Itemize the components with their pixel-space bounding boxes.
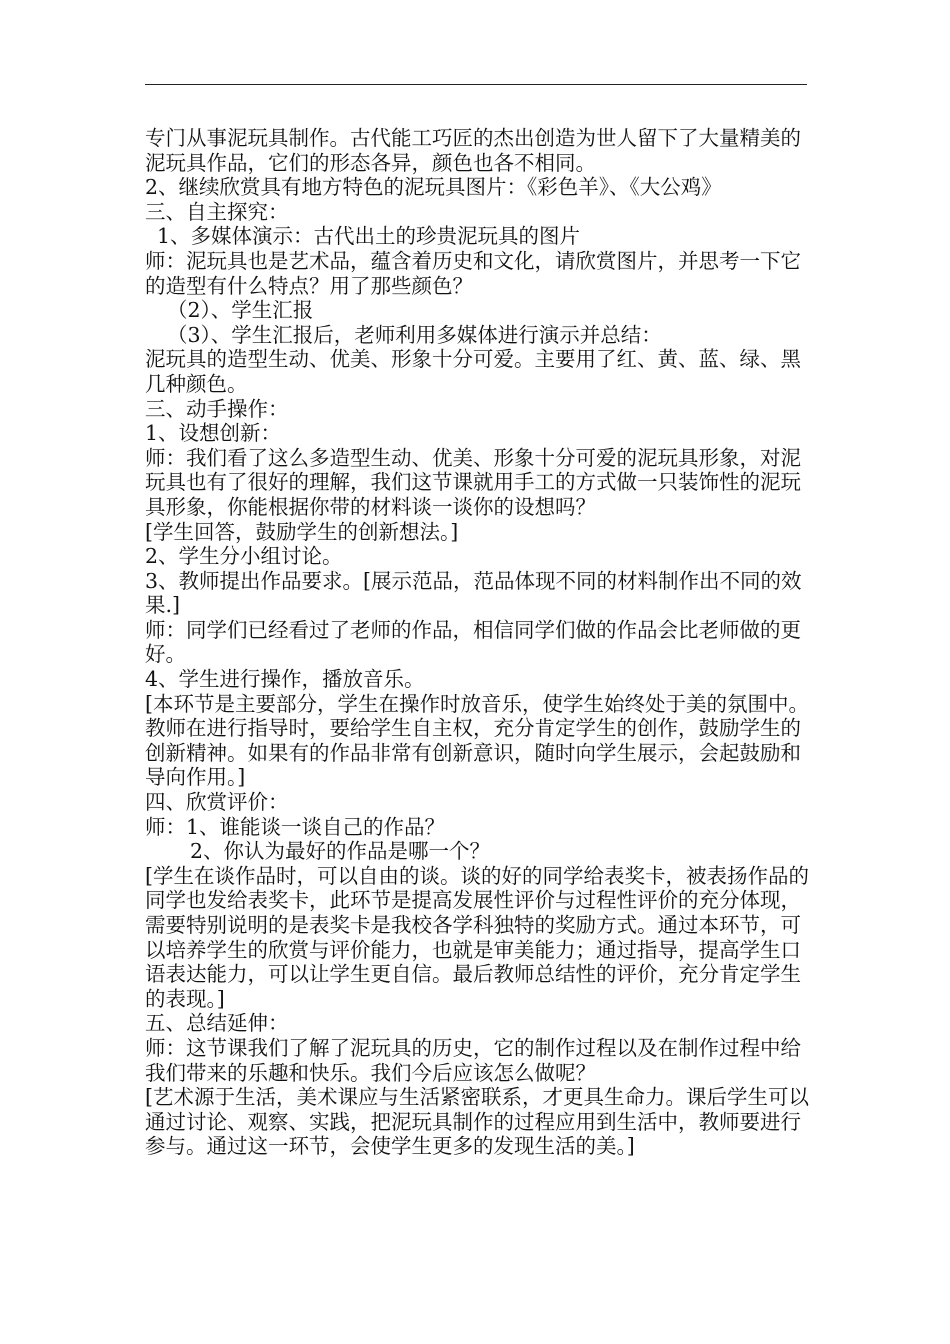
paragraph: 泥玩具的造型生动、优美、形象十分可爱。主要用了红、黄、蓝、绿、黑几种颜色。 bbox=[145, 347, 801, 396]
paragraph: 3、教师提出作品要求。[展示范品，范品体现不同的材料制作出不同的效果.] bbox=[145, 568, 802, 618]
paragraph: （3）、学生汇报后，老师利用多媒体进行演示并总结： bbox=[167, 322, 662, 347]
paragraph: [学生在谈作品时，可以自由的谈。谈的好的同学给表奖卡，被表扬作品的同学也发给表奖卡，此环节是提高发展性评价与过程性评价的充分体现，需要特别说明的是表奖卡是我校各学科独特的奖励方式。通过本环节，可以培养学生的欣赏与评价能力，也就是审美能力；通过指导，提高学生口语表达能力，可以让学生更自信。最后教师总结性的评价，充分肯定学生的表现。] bbox=[145, 863, 809, 1011]
paragraph: 4、学生进行操作，播放音乐。 bbox=[145, 667, 425, 692]
paragraph: 师：我们看了这么多造型生动、优美、形象十分可爱的泥玩具形象，对泥玩具也有了很好的理解，我们这节课就用手工的方式做一只装饰性的泥玩具形象，你能根据你带的材料谈一谈你的设想吗？ bbox=[145, 445, 801, 519]
paragraph: 1、多媒体演示：古代出土的珍贵泥玩具的图片 bbox=[157, 224, 581, 249]
section-heading: 四、欣赏评价： bbox=[145, 790, 289, 815]
section-heading: 五、总结延伸： bbox=[145, 1011, 289, 1036]
paragraph: 师：这节课我们了解了泥玩具的历史，它的制作过程以及在制作过程中给我们带来的乐趣和快乐。我们今后应该怎么做呢？ bbox=[145, 1035, 801, 1085]
paragraph: 1、设想创新： bbox=[145, 421, 282, 446]
paragraph: 师：1、谁能谈一谈自己的作品？ bbox=[145, 814, 446, 839]
paragraph: 师：同学们已经看过了老师的作品，相信同学们做的作品会比老师做的更好。 bbox=[145, 617, 801, 667]
paragraph: [学生回答，鼓励学生的创新想法。] bbox=[145, 519, 459, 544]
paragraph: （2）、学生汇报 bbox=[167, 298, 314, 323]
paragraph: [艺术源于生活，美术课应与生活紧密联系，才更具生命力。课后学生可以通过讨论、观察、实践，把泥玩具制作的过程应用到生活中，教师要进行参与。通过这一环节，会使学生更多的发现生活的美。] bbox=[145, 1085, 809, 1159]
paragraph: 2、继续欣赏具有地方特色的泥玩具图片：《彩色羊》、《大公鸡》 bbox=[145, 175, 722, 200]
paragraph: [本环节是主要部分，学生在操作时放音乐，使学生始终处于美的氛围中。教师在进行指导时，要给学生自主权，充分肯定学生的创作，鼓励学生的创新精神。如果有的作品非常有创新意识，随时向学生展示，会起鼓励和导向作用。] bbox=[145, 691, 809, 790]
header-rule bbox=[145, 84, 807, 85]
paragraph: 专门从事泥玩具制作。古代能工巧匠的杰出创造为世人留下了大量精美的泥玩具作品，它们的形态各异，颜色也各不相同。 bbox=[145, 126, 801, 175]
paragraph: 师：泥玩具也是艺术品，蕴含着历史和文化，请欣赏图片，并思考一下它的造型有什么特点？用了那些颜色？ bbox=[145, 248, 801, 298]
paragraph: 2、学生分小组讨论。 bbox=[145, 544, 343, 569]
section-heading: 三、自主探究： bbox=[145, 199, 289, 224]
document-body bbox=[145, 126, 815, 1159]
paragraph: 2、你认为最好的作品是哪一个？ bbox=[190, 839, 491, 864]
section-heading: 三、动手操作： bbox=[145, 396, 289, 421]
